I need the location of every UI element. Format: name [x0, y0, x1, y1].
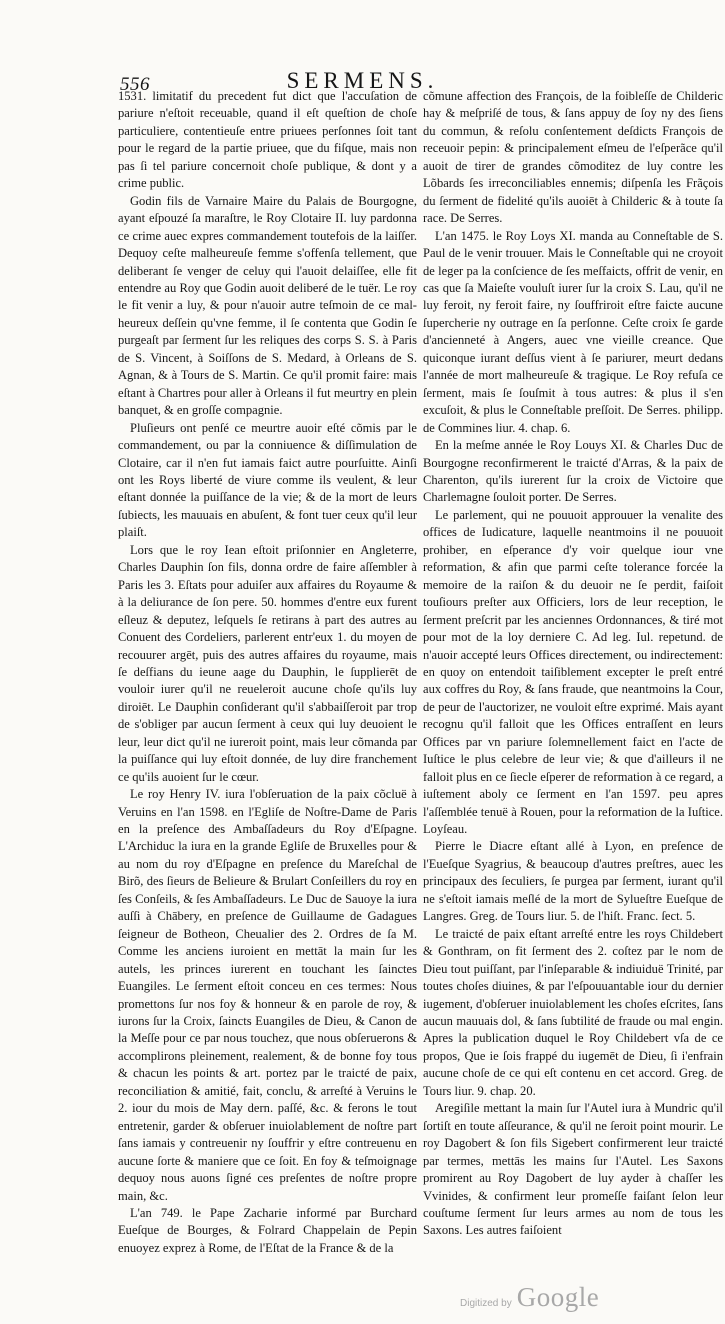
google-logo: Google [516, 1282, 600, 1312]
paragraph: Le parlement, qui ne pouuoit approuuer la venalite des offices de Iudicature, laquelle neantmoins il ne pouuoit prohiber, en eſperance d'y voir quelque iour vne reformation, & afin que parmi ceſte tolerance forcée la memoire de la raiſon & du deuoir ne ſe perdit, faiſoit touſiours preſter aux Officiers, lors de leur reception, le ſerment preſcrit par les anciennes Ordonnances, & tiré mot pour mot de la loy derniere C. Ad leg. Iul. repetund. de n'auoir accepté leurs Offices directement, ou indirectement: en quoy on entendoit taiſiblement excepter le preſt entré aux coffres du Roy, & ſans fraude, que neantmoins la Cour, de peur de l'auctorizer, ne vouloit eſtre exprimé. Mais ayant recognu qu'il falloit que les Offices entraſſent en leurs Offices par vn pariure ſolemnellement faict en l'acte de Iuſtice le plus celebre de leur vie; & que d'ailleurs il ne falloit plus en ce ſiecle eſperer de reformation à ce regard, a iuſtement aboly ce ſerment en l'an 1597. peu apres l'aſſemblée tenuë à Rouen, pour la reformation de la Iuſtice. Loyſeau. [423, 507, 723, 837]
paragraph: Godin fils de Varnaire Maire du Palais de Bourgogne, ayant eſpouzé ſa maraſtre, le Roy Clotaire II. luy pardonna ce crime auec expres commandement toutefois de la laiſſer. Dequoy ceſte malheureuſe femme s'offenſa tellement, que deliberant ſe venger de celuy qui l'auoit delaiſſee, elle fit entendre au Roy que Godin auoit deliberé de le tuër. Le roy le fit venir a luy, & pour n'auoir autre teſmoin de ce mal-heureux deſſein qu'vne femme, il ſe contenta que Godin ſe purgeaſt par ſerment ſur les reliques des corps S. S. à Paris de S. Vincent, à Soiſſons de S. Medard, à Orleans de S. Agnan, & à Tours de S. Martin. Ce qu'il promit faire: mais eſtant à Chartres pour aller à Orleans il fut meurtry en plein banquet, & en groſſe compagnie. [118, 193, 417, 418]
paragraph: Aregiſile mettant la main ſur l'Autel iura à Mundric qu'il ſortiſt en toute aſſeurance, & qu'il ne ſeroit point mourir. Le roy Dagobert & ſon fils Sigebert confirmerent leur traicté par termes, mettās les mains ſur l'Autel. Les Saxons promirent au Roy Dagobert de luy ayder à chaſſer les Vvinides, & confirment leur promeſſe faiſant ſelon leur couſtume ſerment ſur leurs armes au nom de tous les Saxons. Les autres faiſoient [423, 1101, 723, 1238]
paragraph: Pierre le Diacre eſtant allé à Lyon, en preſence de l'Eueſque Syagrius, & beaucoup d'autres preſtres, auec les principaux des ſeculiers, ſe purgea par ſerment, iurant qu'il ne s'eſtoit iamais meſlé de la mort de Sylueſtre Eueſque de Langres. Greg. de Tours liur. 5. de l'hiſt. Franc. ſect. 5. [423, 839, 723, 924]
page-number: 556 [120, 74, 150, 95]
digitized-by-label: Digitized by [460, 1298, 512, 1309]
paragraph: En la meſme année le Roy Louys XI. & Charles Duc de Bourgogne reconfirmerent le traicté d'Arras, & la paix de Charenton, qu'ils iurerent ſur la croix de Victoire que Charlemagne ſouloit porter. De Serres. [423, 438, 723, 505]
paragraph: Pluſieurs ont penſé ce meurtre auoir eſté cõmis par le commandement, ou par la conniuence & diſſimulation de Clotaire, car il n'en fut iamais faict autre pourſuitte. Ainſi ont les Roys liberté de viure comme ils veulent, & leur eſtant donnée la puiſſance de la vie; & de la mort de leurs ſubiects, les mauuais en abuſent, & font tuer ceux qu'il leur plaiſt. [118, 420, 417, 540]
digitized-by-watermark [460, 1282, 599, 1313]
paragraph: 1531. limitatif du precedent fut dict que l'accuſation de pariure n'eſtoit receuable, quand il eſt queſtion de choſe particuliere, contentieuſe entre priuees perſonnes ſoit tant pour le regard de la partie priuee, que du fiſque, mais non pas ſi tel pariure concernoit choſe publique, & dont y a crime public. [118, 89, 417, 191]
paragraph: L'an 749. le Pape Zacharie informé par Burchard Eueſque de Bourges, & Folrard Chappelain de Pepin enuoyez exprez à Rome, de l'Eſtat de la France & de la [118, 1206, 417, 1255]
paragraph: Le roy Henry IV. iura l'obſeruation de la paix cõcluë à Veruins en l'an 1598. en l'Egliſe de Noſtre-Dame de Paris en la preſence des Ambaſſadeurs du Roy d'Eſpagne. L'Archiduc la iura en la grande Egliſe de Bruxelles pour & au nom du roy d'Eſpagne en preſence du Mareſchal de Birõ, des ſieurs de Belieure & Brulart Conſeillers du roy en ſes Conſeils, & ſes Ambaſſadeurs. Le Duc de Sauoye la iura auſſi à Chābery, en preſence de Guillaume de Gadagues ſeigneur de Botheon, Cheualier des 2. Ordres de ſa M. Comme les anciens iuroient en mettāt la main ſur les autels, les princes iurerent en touchant les ſainctes Euangiles. Le ſerment eſtoit conceu en ces termes: Nous promettons ſur nos foy & honneur & en parole de roy, & iurons ſur la Croix, ſaincts Euangiles de Dieu, & Canon de la Meſſe pour ce par nous touchez, que nous obſeruerons & accomplirons pleinement, realement, & de bonne foy tous & chacun les points & art. portez par le traicté de paix, reconciliation & amitié, fait, conclu, & arreſté à Veruins le 2. iour du mois de May dern. paſſé, &c. & ferons le tout entretenir, garder & obſeruer inuiolablement de noſtre part ſans iamais y contreuenir ny ſouffrir y eſtre contreuenu en aucune ſorte & maniere que ce ſoit. En foy & teſmoignage dequoy nous auons ſigné ces preſentes de noſtre propre main, &c. [118, 787, 417, 1203]
running-title: SERMENS. [286, 68, 439, 93]
right-column [423, 88, 723, 1240]
left-column [118, 88, 417, 1257]
paragraph: cõmune affection des François, de la foibleſſe de Childeric hay & meſpriſé de tous, & ſans appuy de ſoy ny des ſiens du commun, & reſolu conſentement deſdicts François de receuoir pepin: & principalement eſmeu de l'eſperãce qu'il auoit de tirer de grandes cõmoditez de luy contre les Lõbards ſes irreconciliables ennemis; diſpenſa les Frãçois du ſerment de fidelité qu'ils auoiēt à Childeric & à toute ſa race. De Serres. [423, 89, 723, 226]
paragraph: Lors que le roy Iean eſtoit priſonnier en Angleterre, Charles Dauphin ſon fils, donna ordre de faire aſſembler à Paris les 3. Eſtats pour aduiſer aux affaires du Royaume & à la deliurance de ſon pere. 50. hommes d'entre eux furent eſleuz & deputez, leſquels ſe retirans à part des autres au Conuent des Cordeliers, parlerent entr'eux 1. du moyen de recouurer argēt, puis des autres affaires du royaume, mais ſe deſfians du ieune aage du Dauphin, le ſupplierēt de vouloir iurer qu'il ne reueleroit aucune choſe qu'ils luy diroiēt. Le Dauphin conſiderant qu'il s'abbaiſſeroit par trop de s'obliger par aucun ſerment à ceux qui luy deuoient le leur, leur dict qu'il ne iureroit point, mais leur cõmanda par la puiſſance qui luy eſtoit donnée, de luy dire franchement ce qu'ils auoient ſur le cœur. [118, 542, 417, 784]
paragraph: L'an 1475. le Roy Loys XI. manda au Conneſtable de S. Paul de le venir trouuer. Mais le Conneſtable qui ne croyoit de leger pa la conſcience de ſes meſfaicts, offrit de venir, en cas que ſa Maieſte vouluſt iurer ſur la croix S. Lau, qu'il ne luy feroit, ny feroit faire, ny ſouffriroit eſtre faicte aucune ſupercherie ny outrage en ſa perſonne. Ceſte croix ſe garde d'ancienneté à Angers, auec vne vieille creance. Que quiconque iurant deſſus vient à ſe pariurer, meurt dedans l'année de mort malheureuſe & tragique. Le Roy refuſa ce ſerment, mais ſe ſouſmit à tous autres: & plus il s'en excuſoit, & plus le Conneſtable preſſoit. De Serres. philipp. de Commines liur. 4. chap. 6. [423, 228, 723, 435]
paragraph: Le traicté de paix eſtant arreſté entre les roys Childebert & Gonthram, on fit ſerment des 2. coſtez par le nom de Dieu tout puiſſant, par l'inſeparable & indiuiduë Trinité, par toutes choſes diuines, & par l'eſpouuantable iour du dernier iugement, d'obſeruer inuiolablement les choſes eſcrites, ſans aucun mauuais dol, & ſans ſubtilité de fraude ou mal engin. Apres la publication duquel le Roy Childebert vſa de ce propos, Que ie ſois frappé du iugemēt de Dieu, ſi i'enfrain aucune choſe de ce qui eſt contenu en cet accord. Greg. de Tours liur. 9. chap. 20. [423, 926, 723, 1098]
